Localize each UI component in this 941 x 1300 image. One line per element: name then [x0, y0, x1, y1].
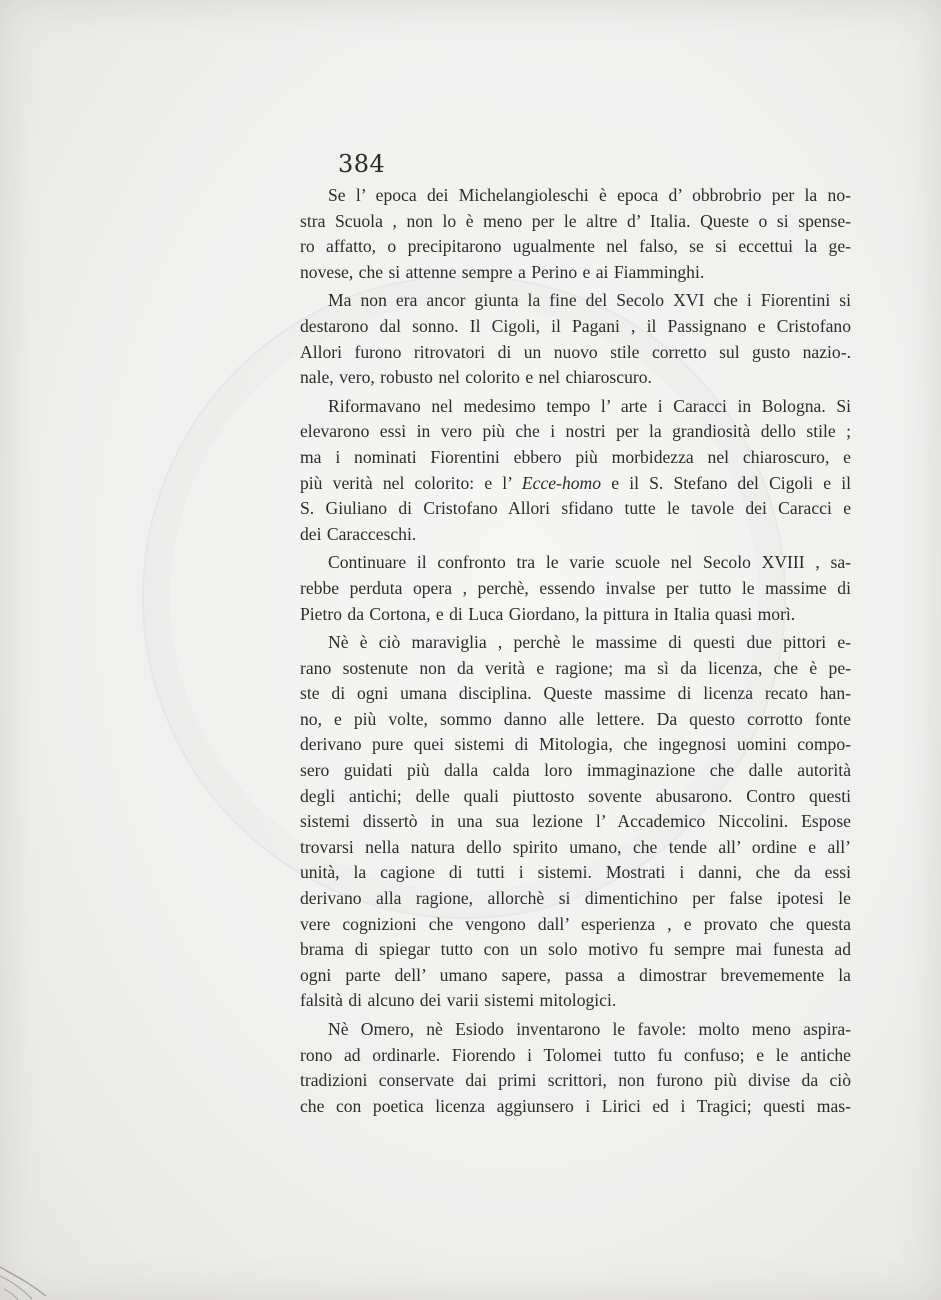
paragraph-2 [300, 288, 851, 390]
paragraph-5 [300, 630, 851, 1014]
text-line-with-italic [300, 471, 851, 497]
text-line: brama di spiegar tutto con un solo motivo fu sempre mai funesta ad [300, 939, 851, 960]
page-number: 384 [338, 150, 386, 178]
text-fragment: e il S. Stefano del Cigoli e il [601, 472, 851, 493]
text-line: rono ad ordinarle. Fiorendo i Tolomei tutto fu confuso; e le antiche [300, 1044, 851, 1065]
corner-ink-marks [0, 1262, 70, 1300]
paragraph-6 [300, 1017, 851, 1119]
text-line: derivano alla ragione, allorchè si dimentichino per false ipotesi le [300, 888, 851, 909]
text-line: novese, che si attenne sempre a Perino e ai Fiamminghi. [300, 261, 705, 282]
text-line: rebbe perduta opera , perchè, essendo invalse per tutto le massime di [300, 577, 851, 598]
text-line: Nè Omero, nè Esiodo inventarono le favole: molto meno aspira- [328, 1019, 851, 1039]
text-line: derivano pure quei sistemi di Mitologia, che ingegnosi uomini compo- [300, 734, 851, 755]
text-line: ogni parte dell’ umano sapere, passa a dimostrar brevememente la [300, 964, 851, 985]
text-line: Riformavano nel medesimo tempo l’ arte i Caracci in Bologna. Si [328, 395, 851, 416]
text-line: ma i nominati Fiorentini ebbero più morbidezza nel chiaroscuro, e [300, 446, 851, 467]
text-line: rano sostenute non da verità e ragione; ma sì da licenza, che è pe- [300, 657, 851, 678]
text-line: no, e più volte, sommo danno alle lettere. Da questo corrotto fonte [300, 708, 851, 729]
text-line: unità, la cagione di tutti i sistemi. Mostrati i danni, che da essi [300, 862, 851, 883]
text-line: trovarsi nella natura dello spirito umano, che tende all’ ordine e all’ [300, 836, 851, 857]
paragraph-4 [300, 550, 851, 627]
text-fragment: più verità nel colorito: e l’ [300, 472, 522, 493]
text-line: ro affatto, o precipitarono ugualmente nel falso, se si eccettui la ge- [300, 236, 851, 257]
text-line: Ma non era ancor giunta la fine del Secolo XVI che i Fiorentini si [328, 290, 851, 311]
page-body-text [300, 183, 851, 1122]
text-line: degli antichi; delle quali piuttosto sovente abusarono. Contro questi [300, 785, 851, 806]
text-line: Se l’ epoca dei Michelangioleschi è epoca d’ obbrobrio per la no- [328, 185, 851, 205]
text-line: Pietro da Cortona, e di Luca Giordano, la pittura in Italia quasi morì. [300, 603, 796, 624]
text-line: che con poetica licenza aggiunsero i Lirici ed i Tragici; questi mas- [300, 1095, 851, 1116]
text-line: tradizioni conservate dai primi scrittori, non furono più divise da ciò [300, 1070, 851, 1091]
text-line: sistemi dissertò in una sua lezione l’ Accademico Niccolini. Espose [300, 811, 851, 832]
text-line: Continuare il confronto tra le varie scuole nel Secolo XVIII , sa- [328, 552, 851, 573]
text-line: nale, vero, robusto nel colorito e nel chiaroscuro. [300, 367, 652, 388]
text-line: falsità di alcuno dei varii sistemi mitologici. [300, 990, 617, 1011]
text-line: Nè è ciò maraviglia , perchè le massime di questi due pittori e- [328, 632, 851, 653]
text-line: vere cognizioni che vengono dall’ esperienza , e provato che questa [300, 913, 851, 934]
paragraph-3 [300, 394, 851, 548]
text-line: stra Scuola , non lo è meno per le altre d’ Italia. Queste o si spense- [300, 210, 851, 231]
text-line: ste di ogni umana disciplina. Queste massime di licenza recato han- [300, 683, 851, 704]
text-line: sero guidati più dalla calda loro immaginazione che dalle autorità [300, 760, 851, 781]
text-line: destarono dal sonno. Il Cigoli, il Pagani , il Passignano e Cristofano [300, 315, 851, 336]
italic-title-ecce-homo: Ecce-homo [521, 472, 602, 493]
text-line: S. Giuliano di Cristofano Allori sfidano tutte le tavole dei Caracci e [300, 498, 851, 519]
paragraph-1 [300, 183, 851, 285]
text-line: elevarono essi in vero più che i nostri per la grandiosità dello stile ; [300, 421, 851, 442]
text-line: Allori furono ritrovatori di un nuovo stile corretto sul gusto nazio-. [300, 341, 851, 362]
text-line: dei Caracceschi. [300, 523, 417, 544]
